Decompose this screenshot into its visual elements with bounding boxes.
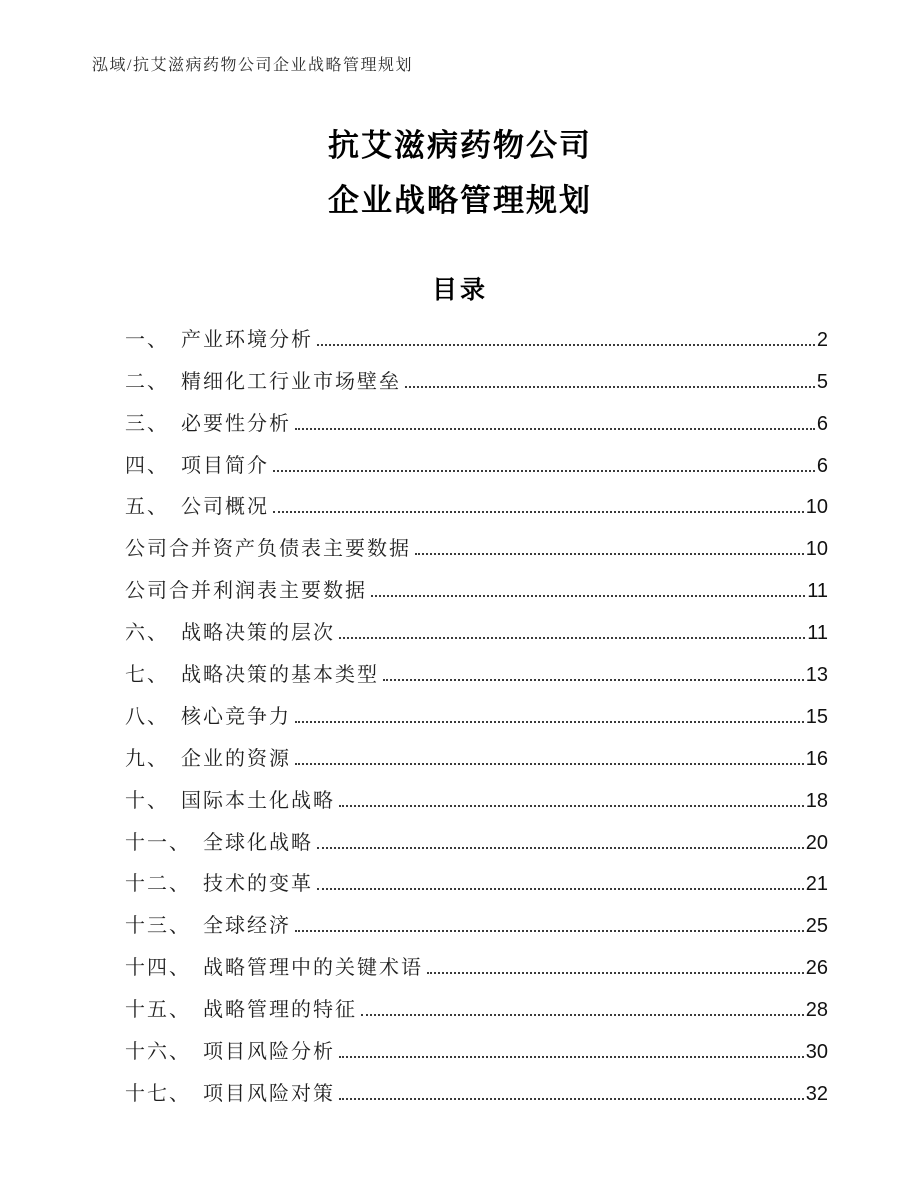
- toc-entry[interactable]: [125, 318, 828, 360]
- toc-dot-leader: [295, 428, 815, 430]
- document-title-line-2: 企业战略管理规划: [328, 183, 592, 218]
- toc-dot-leader: [317, 847, 804, 849]
- toc-entry-number: 十三、: [125, 915, 191, 938]
- toc-entry[interactable]: [125, 360, 828, 402]
- toc-dot-leader: [295, 763, 804, 765]
- toc-entry-page-number: 28: [805, 999, 828, 1022]
- toc-list: [125, 318, 828, 1114]
- toc-entry-label: 项目简介: [181, 454, 269, 477]
- toc-entry-page-number: 10: [805, 538, 828, 561]
- toc-entry-label: 国际本土化战略: [181, 789, 335, 812]
- toc-entry-label: 精细化工行业市场壁垒: [181, 370, 401, 393]
- toc-entry-page-number: 13: [805, 664, 828, 687]
- toc-entry-number: 三、: [125, 412, 169, 435]
- toc-entry[interactable]: [125, 611, 828, 653]
- toc-entry-page-number: 30: [805, 1041, 828, 1064]
- page-header-running-title: 泓域/抗艾滋病药物公司企业战略管理规划: [92, 57, 413, 74]
- toc-entry[interactable]: [125, 402, 828, 444]
- toc-dot-leader: [273, 470, 815, 472]
- toc-entry-label: 项目风险对策: [203, 1082, 335, 1105]
- toc-entry[interactable]: [125, 653, 828, 695]
- toc-entry-label: 公司概况: [181, 496, 269, 519]
- toc-entry-page-number: 25: [805, 915, 828, 938]
- toc-entry-page-number: 15: [805, 705, 828, 728]
- toc-entry-number: 四、: [125, 454, 169, 477]
- toc-dot-leader: [415, 553, 804, 555]
- toc-dot-leader: [317, 344, 815, 346]
- toc-entry[interactable]: [125, 821, 828, 863]
- toc-entry-number: 十六、: [125, 1041, 191, 1064]
- toc-entry-page-number: 21: [805, 873, 828, 896]
- toc-entry[interactable]: [125, 1030, 828, 1072]
- toc-entry-number: 十、: [125, 789, 169, 812]
- toc-entry-label: 全球经济: [203, 915, 291, 938]
- toc-entry[interactable]: [125, 946, 828, 988]
- toc-entry[interactable]: [125, 863, 828, 905]
- toc-entry-number: 十七、: [125, 1082, 191, 1105]
- toc-entry[interactable]: [125, 904, 828, 946]
- toc-entry-number: 九、: [125, 747, 169, 770]
- toc-entry[interactable]: [125, 737, 828, 779]
- toc-dot-leader: [339, 1056, 804, 1058]
- toc-entry[interactable]: [125, 527, 828, 569]
- toc-entry-label: 公司合并利润表主要数据: [125, 580, 367, 603]
- toc-entry-number: 十五、: [125, 999, 191, 1022]
- toc-entry-number: 十四、: [125, 957, 191, 980]
- toc-entry-page-number: 26: [805, 957, 828, 980]
- toc-entry-number: 十一、: [125, 831, 191, 854]
- toc-entry[interactable]: [125, 988, 828, 1030]
- toc-dot-leader: [383, 679, 804, 681]
- toc-entry-label: 核心竞争力: [181, 705, 291, 728]
- toc-entry-page-number: 18: [805, 789, 828, 812]
- toc-dot-leader: [427, 972, 804, 974]
- toc-entry-label: 公司合并资产负债表主要数据: [125, 538, 411, 561]
- toc-entry-label: 战略管理中的关键术语: [203, 957, 423, 980]
- toc-entry-page-number: 32: [805, 1082, 828, 1105]
- toc-entry-page-number: 20: [805, 831, 828, 854]
- toc-entry-label: 项目风险分析: [203, 1041, 335, 1064]
- toc-dot-leader: [273, 511, 804, 513]
- toc-entry-number: 一、: [125, 328, 169, 351]
- toc-entry-number: 七、: [125, 664, 169, 687]
- toc-heading: 目录: [431, 276, 488, 304]
- toc-dot-leader: [339, 805, 804, 807]
- toc-dot-leader: [361, 1014, 804, 1016]
- toc-entry[interactable]: [125, 779, 828, 821]
- toc-dot-leader: [339, 1098, 804, 1100]
- toc-entry[interactable]: [125, 695, 828, 737]
- toc-entry-label: 战略决策的基本类型: [181, 664, 379, 687]
- toc-entry-number: 六、: [125, 622, 169, 645]
- toc-dot-leader: [317, 888, 804, 890]
- toc-entry-page-number: 5: [816, 370, 828, 393]
- toc-entry-page-number: 2: [816, 328, 828, 351]
- document-title-line-1: 抗艾滋病药物公司: [328, 128, 592, 163]
- toc-dot-leader: [295, 930, 804, 932]
- toc-dot-leader: [371, 595, 805, 597]
- toc-entry-page-number: 11: [807, 580, 828, 603]
- toc-entry-page-number: 11: [807, 622, 828, 645]
- toc-entry-label: 产业环境分析: [181, 328, 313, 351]
- toc-entry-page-number: 10: [805, 496, 828, 519]
- toc-entry-label: 全球化战略: [203, 831, 313, 854]
- toc-entry[interactable]: [125, 444, 828, 486]
- toc-entry-number: 二、: [125, 370, 169, 393]
- toc-entry-page-number: 6: [816, 454, 828, 477]
- toc-entry-label: 技术的变革: [203, 873, 313, 896]
- toc-entry-label: 战略管理的特征: [203, 999, 357, 1022]
- toc-entry[interactable]: [125, 569, 828, 611]
- toc-dot-leader: [405, 386, 815, 388]
- toc-entry-number: 五、: [125, 496, 169, 519]
- toc-entry-number: 八、: [125, 705, 169, 728]
- toc-entry-number: 十二、: [125, 873, 191, 896]
- toc-dot-leader: [339, 637, 805, 639]
- toc-entry-page-number: 16: [805, 747, 828, 770]
- toc-entry-page-number: 6: [816, 412, 828, 435]
- toc-entry[interactable]: [125, 486, 828, 528]
- toc-entry[interactable]: [125, 1072, 828, 1114]
- toc-entry-label: 必要性分析: [181, 412, 291, 435]
- toc-dot-leader: [295, 721, 804, 723]
- toc-entry-label: 企业的资源: [181, 747, 291, 770]
- toc-entry-label: 战略决策的层次: [181, 622, 335, 645]
